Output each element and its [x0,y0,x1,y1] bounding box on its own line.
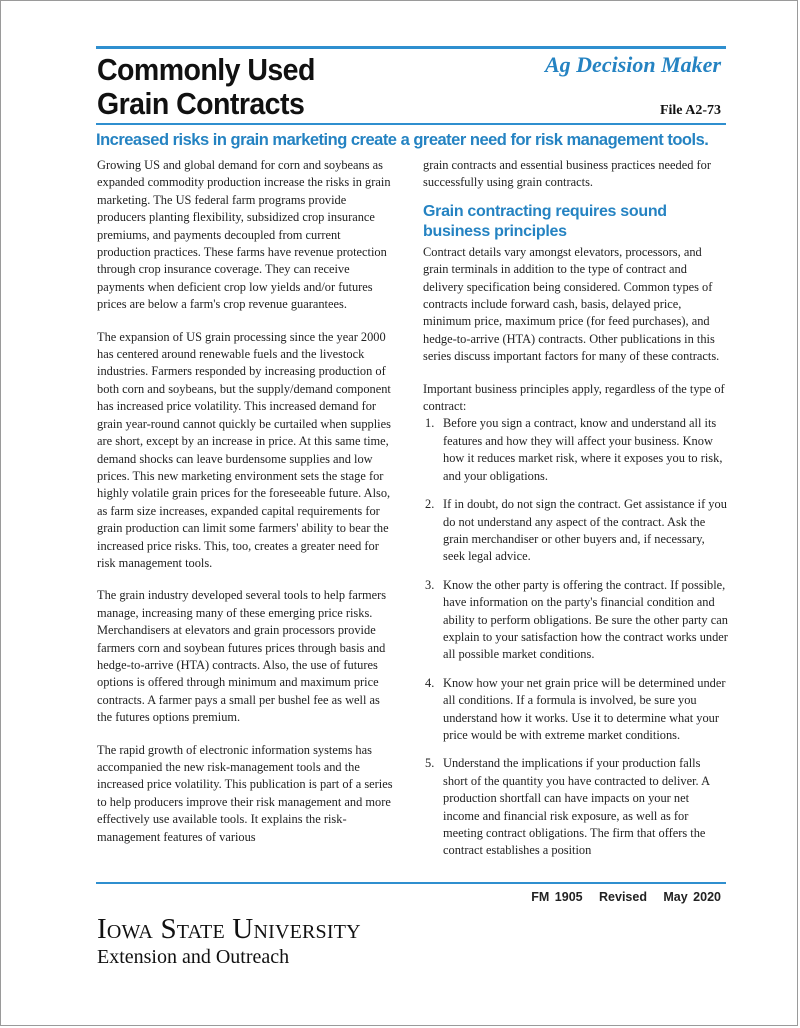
right-column [423,157,728,871]
list-number: 3. [425,577,435,592]
list-number: 2. [425,497,435,512]
list-text: Before you sign a contract, know and understand all its features and how they will affect your business. Know how it reduces market risk, where it exposes you to risk, and your obligations. [443,416,723,483]
paragraph: grain contracts and essential business practices needed for successfully using grain contracts. [423,158,711,190]
list-item [423,755,728,859]
title-line-1: Commonly Used [97,52,315,87]
university-logo [97,913,361,969]
top-divider [96,46,726,49]
paragraph: The grain industry developed several tools to help farmers manage, increasing many of these emerging price risks. Merchandisers at elevators and grain processors provide farmers corn and soybean futures prices through basis and hedge-to-arrive (HTA) contracts. Also, the use of futures options is offered through minimum and maximum price contracts. A farmer pays a small per bushel fee as well as the futures options premium. [97,588,387,725]
list-number: 1. [425,416,435,431]
list-item [423,675,728,745]
university-unit: Extension and Outreach [97,946,290,968]
list-text: Know how your net grain price will be determined under all conditions. If a formula is involved, be sure you understand how it works. Use it to determine what your price would be with extreme market conditions. [443,675,726,742]
list-text: If in doubt, do not sign the contract. Get assistance if you do not understand any aspect of the contract. Ask the grain merchandiser or other buyers and, if necessary, seek legal advice. [443,497,727,564]
brand-name: Ag Decision Maker [545,52,721,77]
subtitle-divider [96,123,726,125]
paragraph: Growing US and global demand for corn and soybeans as expanded commodity production increase the risks in grain marketing. The US federal farm programs provide producers planting flexibility, subsidized crop insurance premiums, and payments decoupled from current production practices. These farms have revenue protection through crop insurance coverage. They can receive payments when deficient crop low yields and/or futures prices are below a farm's crop revenue guarantees. [97,158,391,312]
list-intro: Important business principles apply, regardless of the type of contract: [423,381,725,414]
list-item [423,415,728,485]
list-item [423,496,728,566]
title-line-2: Grain Contracts [97,86,305,121]
document-title [97,53,315,121]
university-name: Iowa State University [97,913,361,945]
file-number: File A2-73 [659,103,721,118]
subtitle: Increased risks in grain marketing create a greater need for risk management tools. [96,131,709,149]
paragraph: Contract details vary amongst elevators, processors, and grain terminals in addition to the type of contract and delivery specification being considered. Common types of contracts include forward cash, basis, delayed price, minimum price, maximum price (for feed purchases), and hedge-to-arrive (HTA) contracts. Other publications in this series discuss important factors for many of these contracts. [423,244,720,364]
paragraph: The expansion of US grain processing since the year 2000 has centered around renewable fuels and the livestock industries. Farmers responded by increasing production of both corn and soybeans, but the supply/demand component has increased price volatility. This increased demand for grain year-round cannot quickly be curtailed when supplies are short, except by an increase in price. At this same time, demand shocks can leave burdensome supplies and low prices. This new marketing environment sets the stage for highly volatile grain prices for the foreseeable future. Also, as farm size increases, expanded capital requirements for grain production can limit some farmers' ability to bear the increased price risks. This, too, creates a greater need for risk management tools. [97,329,391,570]
section-heading: Grain contracting requires sound business principles [423,202,667,240]
list-text: Know the other party is offering the contract. If possible, have information on the party's financial condition and ability to perform obligations. Be sure the other party can explain to your satisfaction how the contract works under all possible market conditions. [443,577,728,662]
paragraph: The rapid growth of electronic information systems has accompanied the new risk-management tools and the increased price volatility. This publication is part of a series to help producers improve their risk management and more effectively use available tools. It explains the risk-management features of various [97,742,393,844]
list-number: 5. [425,756,435,771]
publication-info: FM 1905 Revised May 2020 [531,890,721,904]
principles-list [423,415,728,859]
footer-divider [96,882,726,884]
list-number: 4. [425,675,435,690]
list-item [423,577,728,664]
left-column [97,157,397,861]
list-text: Understand the implications if your production falls short of the quantity you have contracted to deliver. A production shortfall can have impacts on your net income and financial risk exposure, as well as for meeting contract obligations. The firm that offers the contract establishes a position [443,756,710,858]
